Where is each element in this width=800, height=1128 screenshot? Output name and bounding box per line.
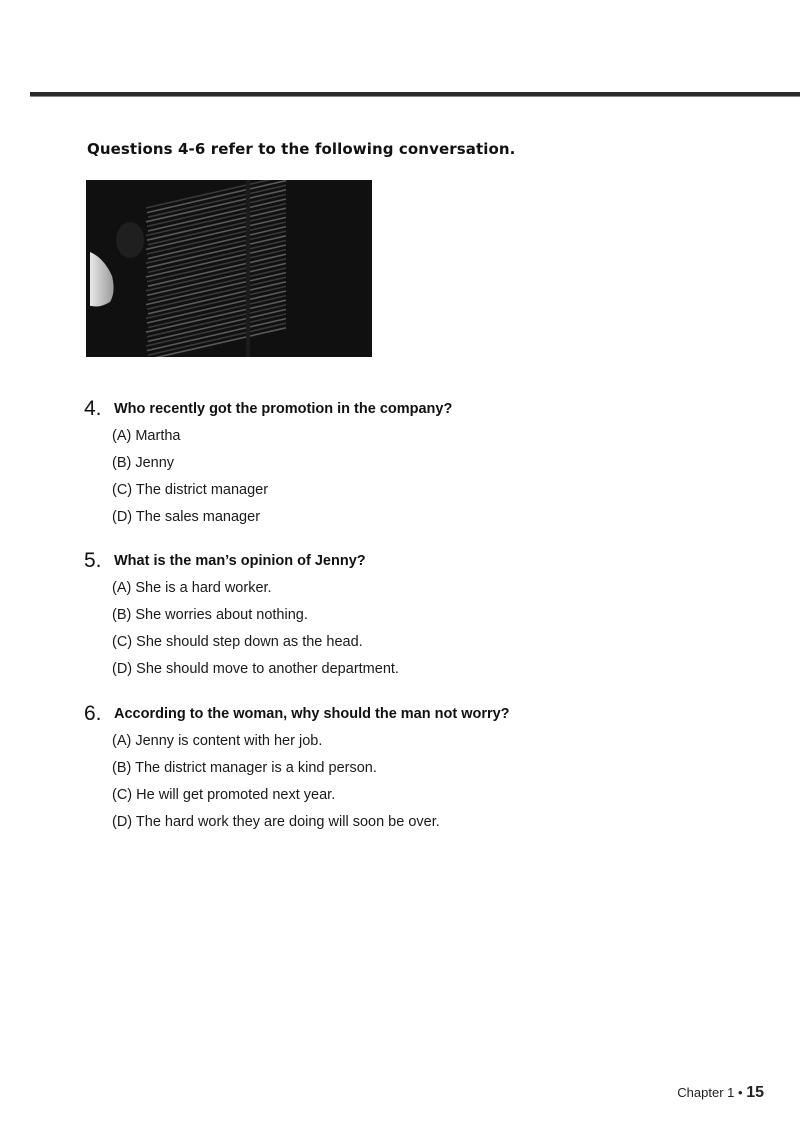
answer-option: (C) She should step down as the head. [112, 634, 363, 650]
answer-option: (B) The district manager is a kind person. [112, 760, 377, 776]
question-number: 5. [84, 549, 102, 572]
conversation-photo [86, 180, 372, 357]
answer-option: (B) She worries about nothing. [112, 607, 308, 623]
answer-option: (A) She is a hard worker. [112, 580, 272, 596]
answer-option: (D) The sales manager [112, 509, 261, 525]
footer-separator: • [738, 1085, 743, 1100]
answer-option: (A) Jenny is content with her job. [112, 733, 323, 749]
question-text: According to the woman, why should the man not worry? [114, 706, 510, 722]
top-rule [30, 92, 800, 97]
answer-option: (C) The district manager [112, 482, 269, 498]
chapter-label: Chapter 1 [677, 1085, 735, 1100]
question-number: 6. [84, 702, 102, 725]
answer-option: (B) Jenny [112, 455, 175, 471]
answer-option: (D) She should move to another department. [112, 661, 399, 677]
answer-option: (C) He will get promoted next year. [112, 787, 336, 803]
section-heading: Questions 4-6 refer to the following conversation. [87, 140, 516, 158]
page-footer [677, 1084, 764, 1102]
question-number: 4. [84, 397, 102, 420]
question-text: Who recently got the promotion in the company? [114, 401, 453, 417]
page-number: 15 [746, 1084, 764, 1101]
question-text: What is the man’s opinion of Jenny? [114, 553, 366, 569]
answer-option: (A) Martha [112, 428, 181, 444]
answer-option: (D) The hard work they are doing will soon be over. [112, 814, 440, 830]
